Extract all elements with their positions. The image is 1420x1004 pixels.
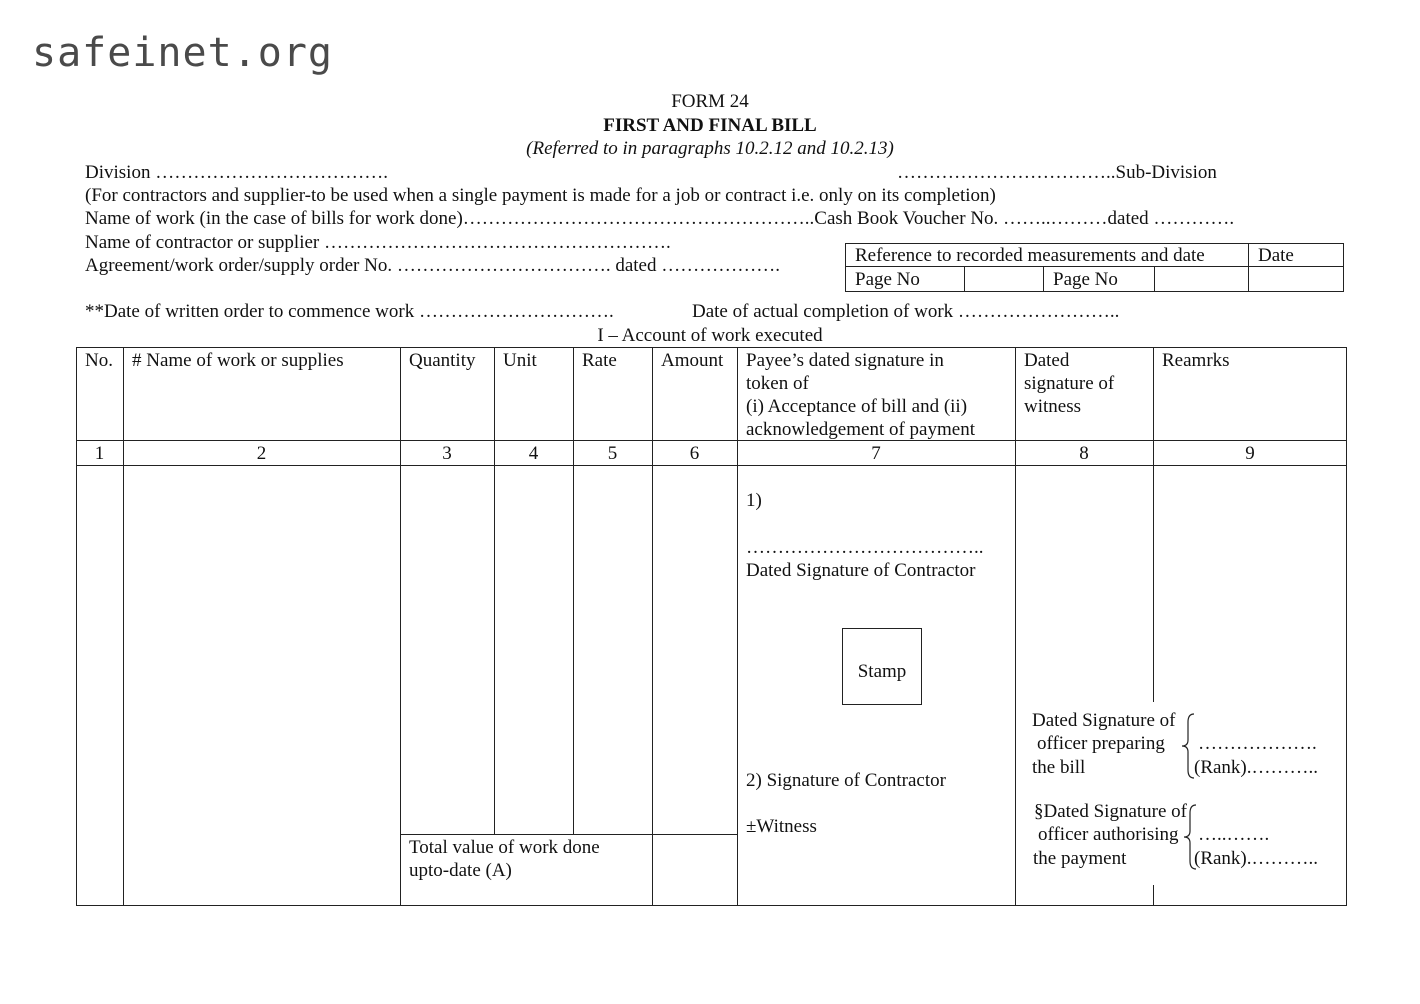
witness-label: ±Witness — [746, 816, 817, 837]
column-number-9: 9 — [1245, 443, 1255, 464]
header-name: # Name of work or supplies — [132, 350, 344, 371]
header-witness-line-3: witness — [1024, 396, 1081, 417]
header-remarks: Reamrks — [1162, 350, 1230, 371]
header-quantity: Quantity — [409, 350, 476, 371]
stamp-label: Stamp — [857, 661, 907, 682]
column-number-4: 4 — [528, 443, 539, 464]
column-number-6: 6 — [689, 443, 700, 464]
header-no: No. — [85, 350, 113, 371]
column-number-5: 5 — [607, 443, 618, 464]
column-number-2: 2 — [256, 443, 267, 464]
total-value-line-2: upto-date (A) — [409, 860, 512, 881]
header-unit: Unit — [503, 350, 537, 371]
section-title: I – Account of work executed — [597, 325, 823, 346]
header-payee-line-4: acknowledgement of payment — [746, 419, 975, 440]
form-reference: (Referred to in paragraphs 10.2.12 and 10.2.13) — [526, 138, 894, 159]
header-payee-line-1: Payee’s dated signature in — [746, 350, 944, 371]
date-completion-field: Date of actual completion of work …………………….. — [692, 301, 1120, 322]
total-value-line-1: Total value of work done — [409, 837, 600, 858]
usage-note: (For contractors and supplier-to be used when a single payment is made for a job or contract i.e. only on its completion) — [85, 185, 996, 206]
officer-preparing-line-2: officer preparing — [1037, 733, 1165, 754]
reference-date-label: Date — [1258, 245, 1294, 266]
officer-preparing-line-3: the bill — [1032, 757, 1086, 778]
name-of-work-field: Name of work (in the case of bills for work done)………………………………………………..Cash Book Voucher No. ……..………dated …………. — [85, 208, 1235, 229]
column-number-8: 8 — [1079, 443, 1089, 464]
header-witness-line-1: Dated — [1024, 350, 1070, 371]
officer-authorising-dots: …..……. — [1198, 824, 1270, 845]
date-commence-field: **Date of written order to commence work …………………………. — [85, 301, 614, 322]
signature-1-label: 1) — [746, 490, 762, 511]
header-witness-line-2: signature of — [1024, 373, 1115, 394]
officer-preparing-rank: (Rank).……….. — [1194, 757, 1319, 778]
header-amount: Amount — [661, 350, 724, 371]
officer-authorising-rank: (Rank).……….. — [1194, 848, 1319, 869]
officer-preparing-dots: ………………. — [1198, 733, 1317, 754]
contractor-field: Name of contractor or supplier ………………………………………………. — [85, 232, 671, 253]
header-payee-line-2: token of — [746, 373, 809, 394]
header-rate: Rate — [582, 350, 617, 371]
reference-page-no-1: Page No — [855, 269, 920, 290]
header-payee-line-3: (i) Acceptance of bill and (ii) — [746, 396, 968, 417]
division-field: Division ………………………………. — [85, 162, 388, 183]
officer-preparing-line-1: Dated Signature of — [1032, 710, 1176, 731]
reference-heading: Reference to recorded measurements and date — [855, 245, 1205, 266]
form-number: FORM 24 — [671, 91, 749, 112]
officer-authorising-line-1: §Dated Signature of — [1034, 801, 1188, 822]
agreement-field: Agreement/work order/supply order No. ……………………………. dated ………………. — [85, 255, 780, 276]
sub-division-field: ……………………………..Sub-Division — [897, 162, 1217, 183]
column-number-7: 7 — [871, 443, 881, 464]
column-number-3: 3 — [442, 443, 452, 464]
column-number-1: 1 — [94, 443, 105, 464]
signature-2-contractor: 2) Signature of Contractor — [746, 770, 946, 791]
officer-authorising-line-3: the payment — [1033, 848, 1127, 869]
officer-authorising-line-2: officer authorising — [1038, 824, 1179, 845]
watermark-logo: safeinet.org — [32, 30, 333, 76]
dated-signature-contractor: Dated Signature of Contractor — [746, 560, 976, 581]
reference-page-no-2: Page No — [1053, 269, 1118, 290]
form-title: FIRST AND FINAL BILL — [603, 115, 817, 136]
signature-1-dots: ……………………………….. — [746, 537, 984, 558]
